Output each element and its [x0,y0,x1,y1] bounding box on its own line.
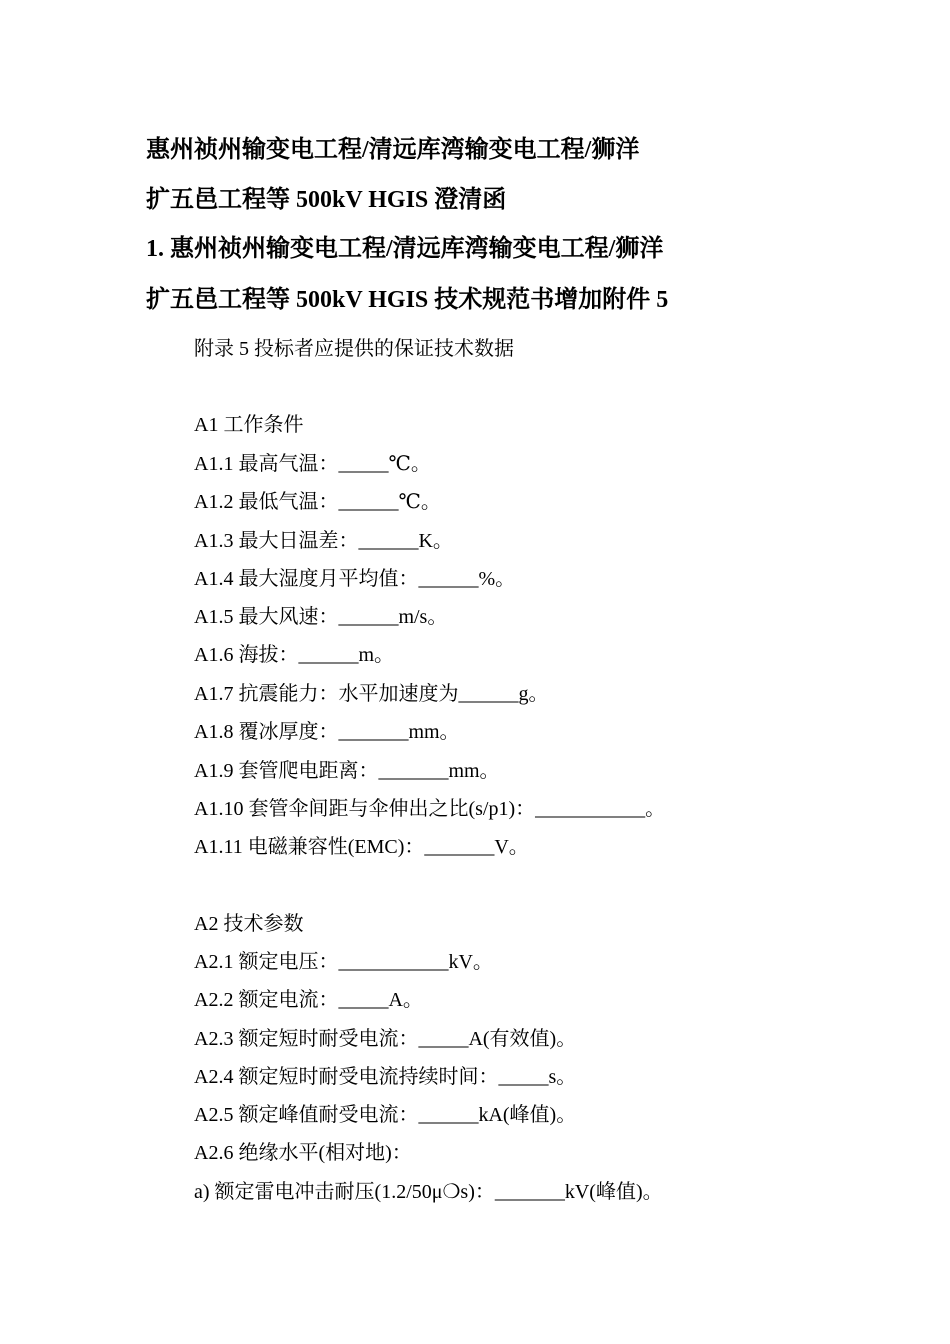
a1-item: A1.2 最低气温：______℃。 [194,491,441,513]
a1-item: A1.9 套管爬电距离：_______mm。 [194,760,500,782]
a1-item: A1.1 最高气温：_____℃。 [194,453,431,475]
a2-item: A2.5 额定峰值耐受电流：______kA(峰值)。 [194,1104,577,1126]
a2-item: A2.3 额定短时耐受电流：_____A(有效值)。 [194,1028,577,1050]
a2-heading: A2 技术参数 [194,913,304,935]
a2-item: a) 额定雷电冲击耐压(1.2/50μ❍s)：_______kV(峰值)。 [194,1181,663,1203]
a2-item: A2.4 额定短时耐受电流持续时间：_____s。 [194,1066,577,1088]
section-1-heading-line-1: 1. 惠州祯州输变电工程/清远库湾输变电工程/狮洋 [146,236,664,262]
a1-item: A1.4 最大湿度月平均值：______%。 [194,568,516,590]
a1-item: A1.6 海拔：______m。 [194,644,394,666]
section-1-heading-line-2: 扩五邑工程等 500kV HGIS 技术规范书增加附件 5 [146,287,669,313]
a2-item: A2.6 绝缘水平(相对地)： [194,1142,412,1164]
title-line-2: 扩五邑工程等 500kV HGIS 澄清函 [146,187,507,213]
a1-item: A1.10 套管伞间距与伞伸出之比(s/p1)：___________。 [194,798,666,820]
title-line-1: 惠州祯州输变电工程/清远库湾输变电工程/狮洋 [146,137,640,163]
a1-heading: A1 工作条件 [194,414,304,436]
appendix-title: 附录 5 投标者应提供的保证技术数据 [194,338,514,360]
a1-item: A1.11 电磁兼容性(EMC)：_______V。 [194,836,529,858]
a1-item: A1.5 最大风速：______m/s。 [194,606,448,628]
a1-item: A1.8 覆冰厚度：_______mm。 [194,721,460,743]
a2-item: A2.2 额定电流：_____A。 [194,989,423,1011]
a2-item: A2.1 额定电压：___________kV。 [194,951,493,973]
a1-item: A1.7 抗震能力：水平加速度为______g。 [194,683,549,705]
a1-item: A1.3 最大日温差：______K。 [194,530,453,552]
